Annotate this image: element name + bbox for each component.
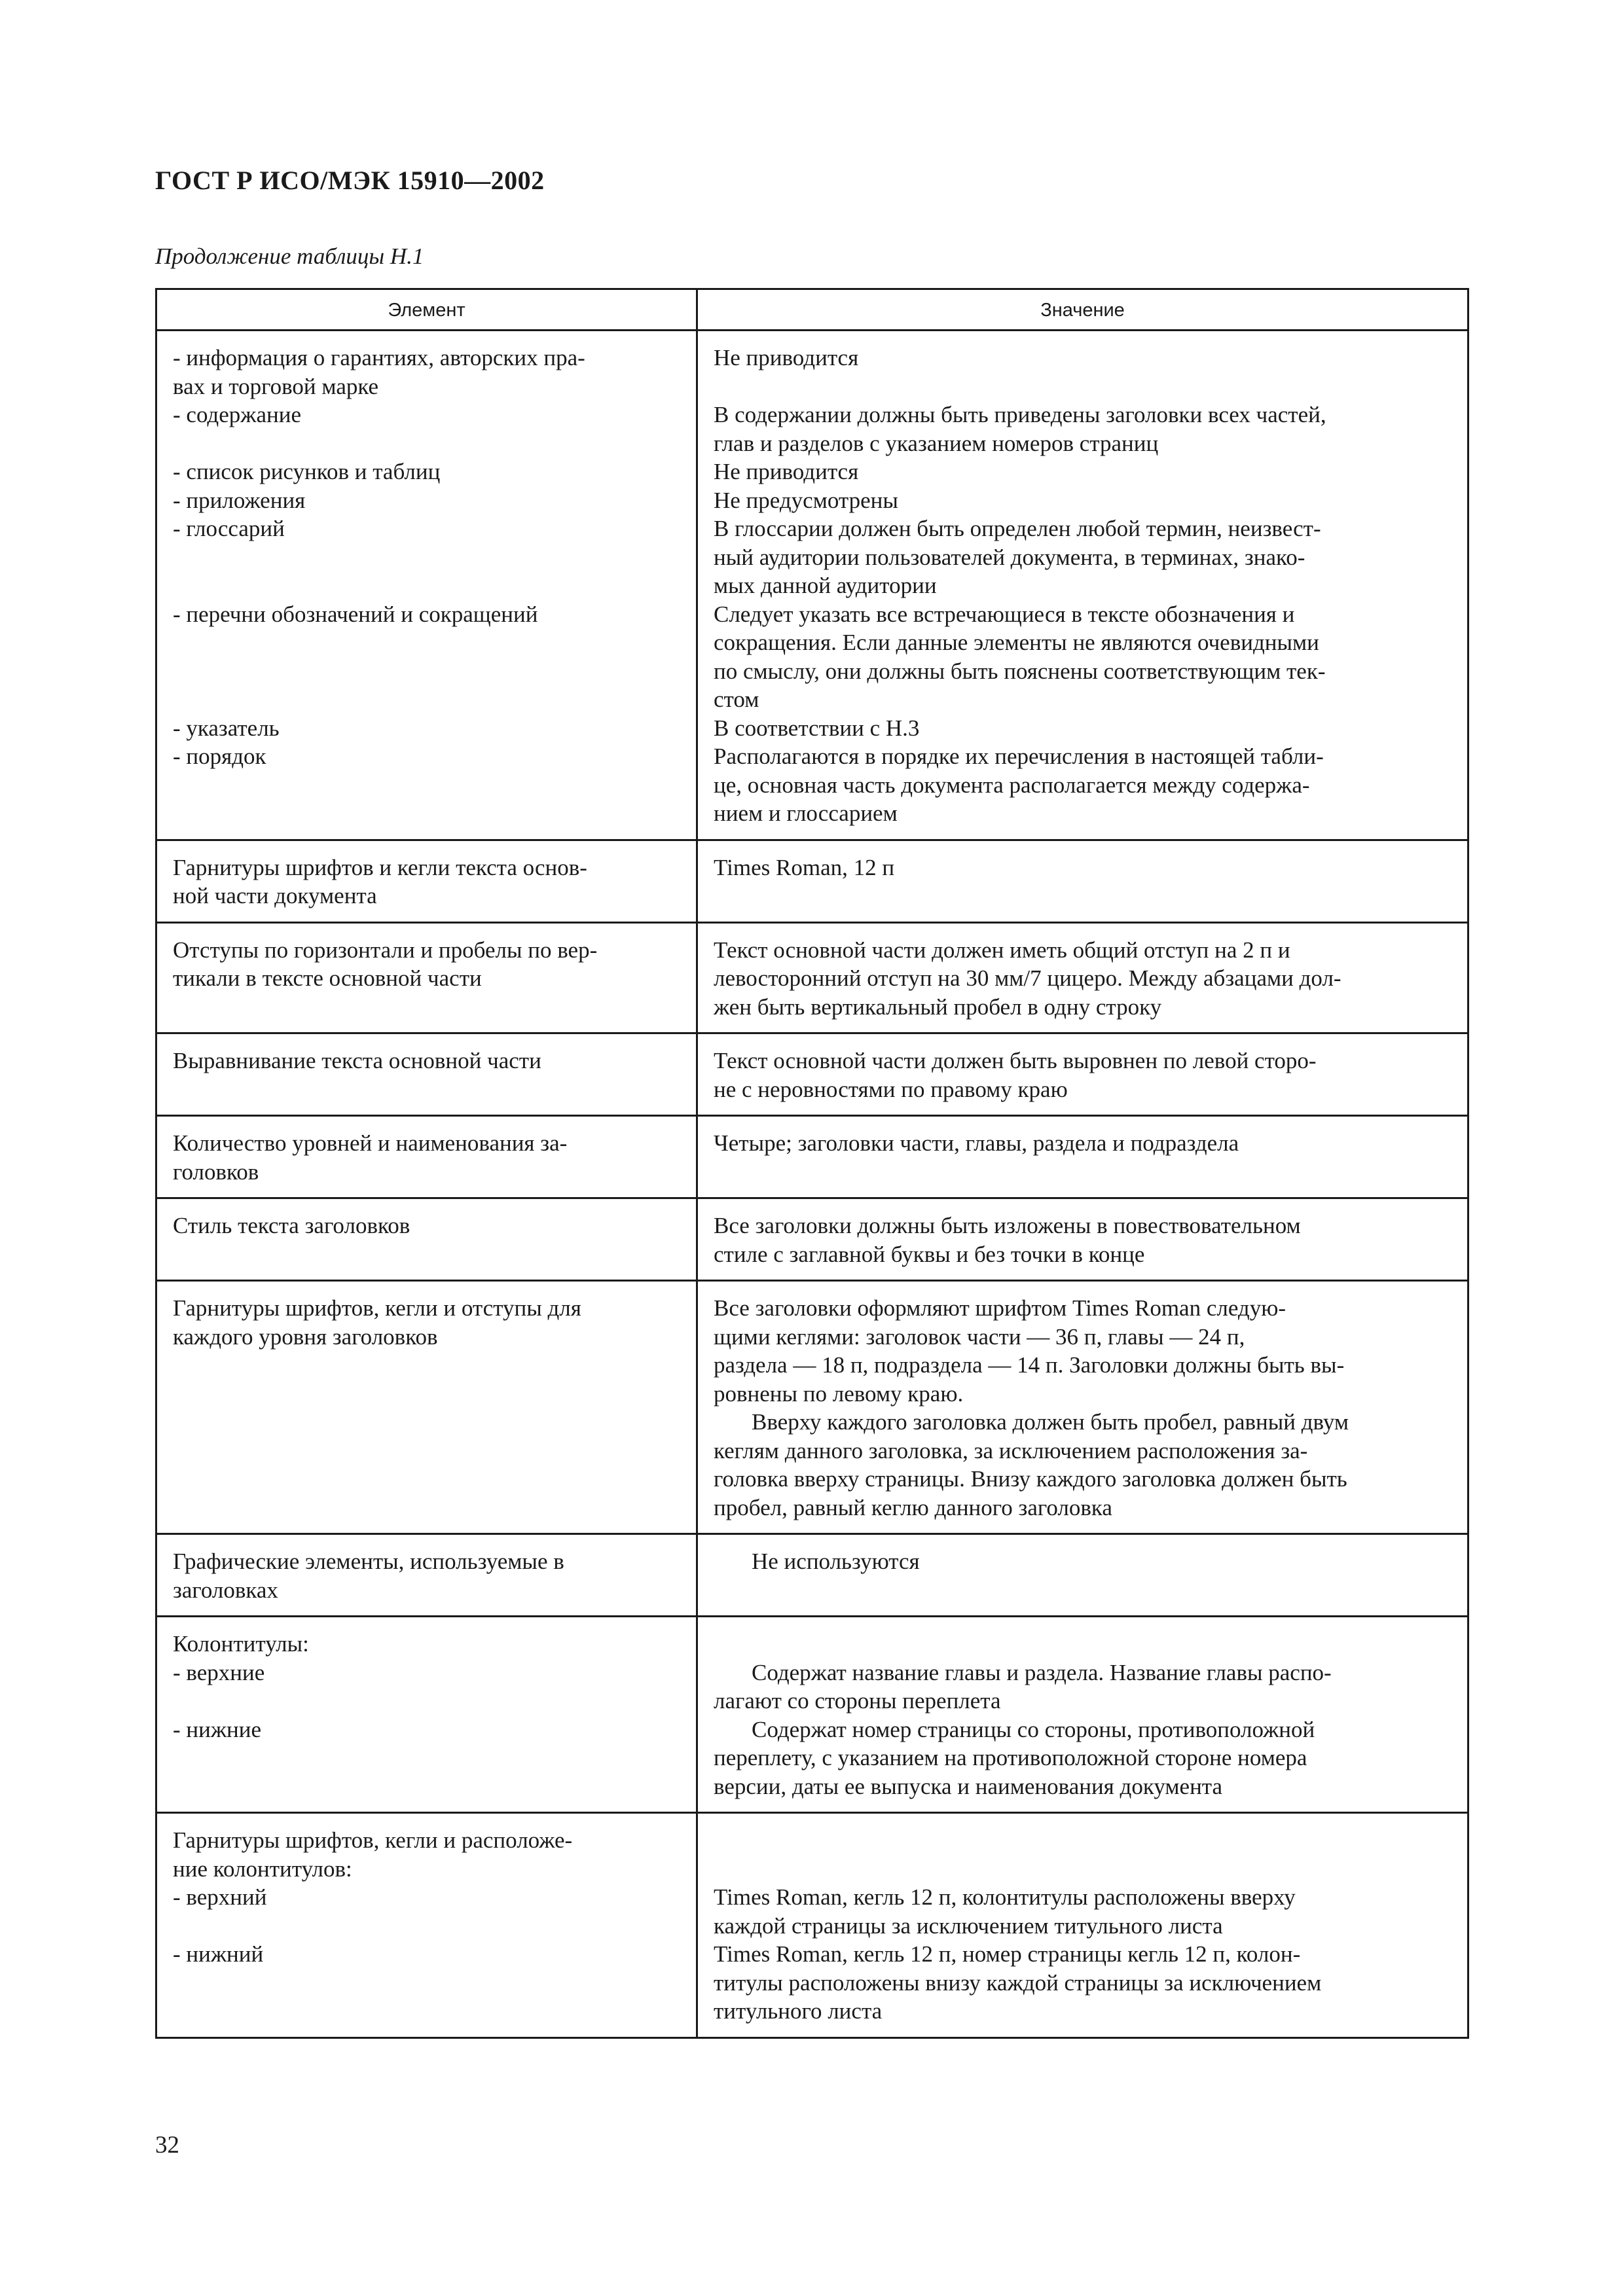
element-line [173,628,680,657]
value-line: Следует указать все встречающиеся в тексте обозначения и [714,601,1295,627]
value-line: Четыре; заголовки части, главы, раздела и подраздела [714,1130,1239,1156]
value-line: Не приводится [714,345,859,370]
value-line: сокращения. Если данные элементы не являются очевидными [714,630,1319,655]
value-line: кеглям данного заголовка, за исключением расположения за- [714,1437,1308,1463]
element-cell [156,1617,697,1813]
element-cell [156,331,697,840]
element-line: - приложения [173,487,306,513]
element-cell [156,1534,697,1617]
value-line: ный аудитории пользователей документа, в терминах, знако- [714,544,1305,570]
value-cell [697,1534,1468,1617]
element-line: тикали в тексте основной части [173,965,482,991]
element-cell [156,840,697,922]
table-row [156,1198,1468,1281]
value-line: Times Roman, кегль 12 п, номер страницы кегль 12 п, колон- [714,1941,1301,1967]
value-line: стиле с заглавной буквы и без точки в конце [714,1241,1145,1267]
element-line: Гарнитуры шрифтов, кегли и расположе- [173,1827,573,1853]
element-line: - нижние [173,1716,262,1742]
value-cell [697,1813,1468,2038]
value-cell [697,1033,1468,1116]
value-line: титулы расположены внизу каждой страницы за исключением [714,1969,1322,1996]
table-row [156,1617,1468,1813]
value-line: Не приводится [714,459,859,484]
value-line: головка вверху страницы. Внизу каждого заголовка должен быть [714,1466,1347,1492]
element-line: - информация о гарантиях, авторских пра- [173,345,585,370]
element-line [173,1687,680,1715]
value-line: каждой страницы за исключением титульного листа [714,1912,1223,1939]
table-row [156,1116,1468,1198]
element-line [173,429,680,458]
value-line: Текст основной части должен быть выровнен по левой сторо- [714,1048,1317,1073]
value-line: титульного листа [714,1998,883,2024]
value-line: версии, даты ее выпуска и наименования документа [714,1773,1223,1799]
value-line: мых данной аудитории [714,573,937,598]
table-caption: Продолжение таблицы Н.1 [155,243,424,269]
value-line: Текст основной части должен иметь общий отступ на 2 п и [714,937,1290,963]
value-line: Все заголовки оформляют шрифтом Times Roman следую- [714,1295,1286,1321]
element-line: - нижний [173,1941,264,1967]
value-line: переплету, с указанием на противоположной стороне номера [714,1745,1307,1770]
value-line [714,1826,1451,1855]
value-line: Не предусмотрены [714,487,898,513]
value-line [714,1855,1451,1884]
table-row [156,1033,1468,1116]
element-line: Отступы по горизонтали и пробелы по вер- [173,937,598,963]
value-cell [697,1198,1468,1281]
table-header-row [156,289,1468,331]
value-line [714,372,1451,401]
table-row [156,922,1468,1033]
element-cell [156,1033,697,1116]
value-line: Все заголовки должны быть изложены в повествовательном [714,1213,1301,1238]
element-cell [156,922,697,1033]
element-line [173,571,680,600]
element-line: Колонтитулы: [173,1631,309,1657]
page-number: 32 [155,2132,179,2159]
element-line: - список рисунков и таблиц [173,459,441,484]
value-line: лагают со стороны переплета [714,1688,1001,1713]
column-header-element: Элемент [156,289,697,331]
element-line: - верхний [173,1884,267,1910]
element-line: Гарнитуры шрифтов, кегли и отступы для [173,1295,581,1321]
value-line: раздела — 18 п, подраздела — 14 п. Заголовки должны быть вы- [714,1352,1345,1378]
table-row [156,1534,1468,1617]
value-cell [697,840,1468,922]
value-line: Не используются [752,1549,920,1574]
element-line: головков [173,1158,259,1185]
value-cell [697,1116,1468,1198]
value-cell [697,1617,1468,1813]
value-line: жен быть вертикальный пробел в одну строку [714,994,1162,1020]
element-line [173,543,680,572]
requirements-table [155,288,1469,2039]
value-line: стом [714,687,759,712]
value-line: по смыслу, они должны быть пояснены соответствующим тек- [714,658,1326,684]
value-line: левосторонний отступ на 30 мм/7 цицеро. Между абзацами дол- [714,965,1341,991]
element-line: Графические элементы, используемые в [173,1549,564,1574]
element-line [173,1912,680,1941]
value-cell [697,331,1468,840]
element-line: каждого уровня заголовков [173,1323,438,1350]
element-line: - перечни обозначений и сокращений [173,601,538,627]
table-row [156,331,1468,840]
element-line: - указатель [173,715,280,741]
element-line: ной части документа [173,883,377,908]
element-line: ние колонтитулов: [173,1856,352,1882]
value-line: В глоссарии должен быть определен любой термин, неизвест- [714,516,1321,541]
value-line: Вверху каждого заголовка должен быть пробел, равный двум [752,1409,1349,1435]
element-line: заголовках [173,1577,278,1603]
value-cell [697,1281,1468,1534]
element-line: вах и торговой марке [173,373,379,399]
value-line: нием и глоссарием [714,800,898,826]
element-line: Стиль текста заголовков [173,1213,410,1238]
value-line: щими кеглями: заголовок части — 36 п, главы — 24 п, [714,1323,1245,1350]
element-cell [156,1813,697,2038]
value-line: В соответствии с Н.3 [714,715,920,741]
value-line: пробел, равный кеглю данного заголовка [714,1494,1112,1520]
value-line: Располагаются в порядке их перечисления в настоящей табли- [714,744,1324,769]
table-row [156,1281,1468,1534]
document-title: ГОСТ Р ИСО/МЭК 15910—2002 [155,166,545,195]
value-line: Содержат название главы и раздела. Название главы распо- [752,1659,1332,1685]
element-line: Количество уровней и наименования за- [173,1130,568,1156]
element-line: Выравнивание текста основной части [173,1048,541,1073]
value-line: Содержат номер страницы со стороны, противоположной [752,1716,1315,1742]
element-line: - верхние [173,1659,265,1685]
table-row [156,1813,1468,2038]
value-line [714,1630,1451,1659]
value-line: ровнены по левому краю. [714,1380,964,1407]
column-header-value: Значение [697,289,1468,331]
element-line: - порядок [173,744,266,769]
element-line: - глоссарий [173,516,285,541]
element-line [173,685,680,714]
element-cell [156,1198,697,1281]
value-cell [697,922,1468,1033]
value-line: не с неровностями по правому краю [714,1076,1068,1102]
element-cell [156,1281,697,1534]
element-line: Гарнитуры шрифтов и кегли текста основ- [173,854,587,880]
element-line [173,657,680,686]
element-line: - содержание [173,402,301,427]
value-line: В содержании должны быть приведены заголовки всех частей, [714,402,1326,427]
value-line: Times Roman, кегль 12 п, колонтитулы расположены вверху [714,1884,1296,1910]
value-line: це, основная часть документа располагается между содержа- [714,772,1310,798]
value-line: Times Roman, 12 п [714,854,895,880]
element-cell [156,1116,697,1198]
value-line: глав и разделов с указанием номеров страниц [714,430,1159,456]
table-row [156,840,1468,922]
